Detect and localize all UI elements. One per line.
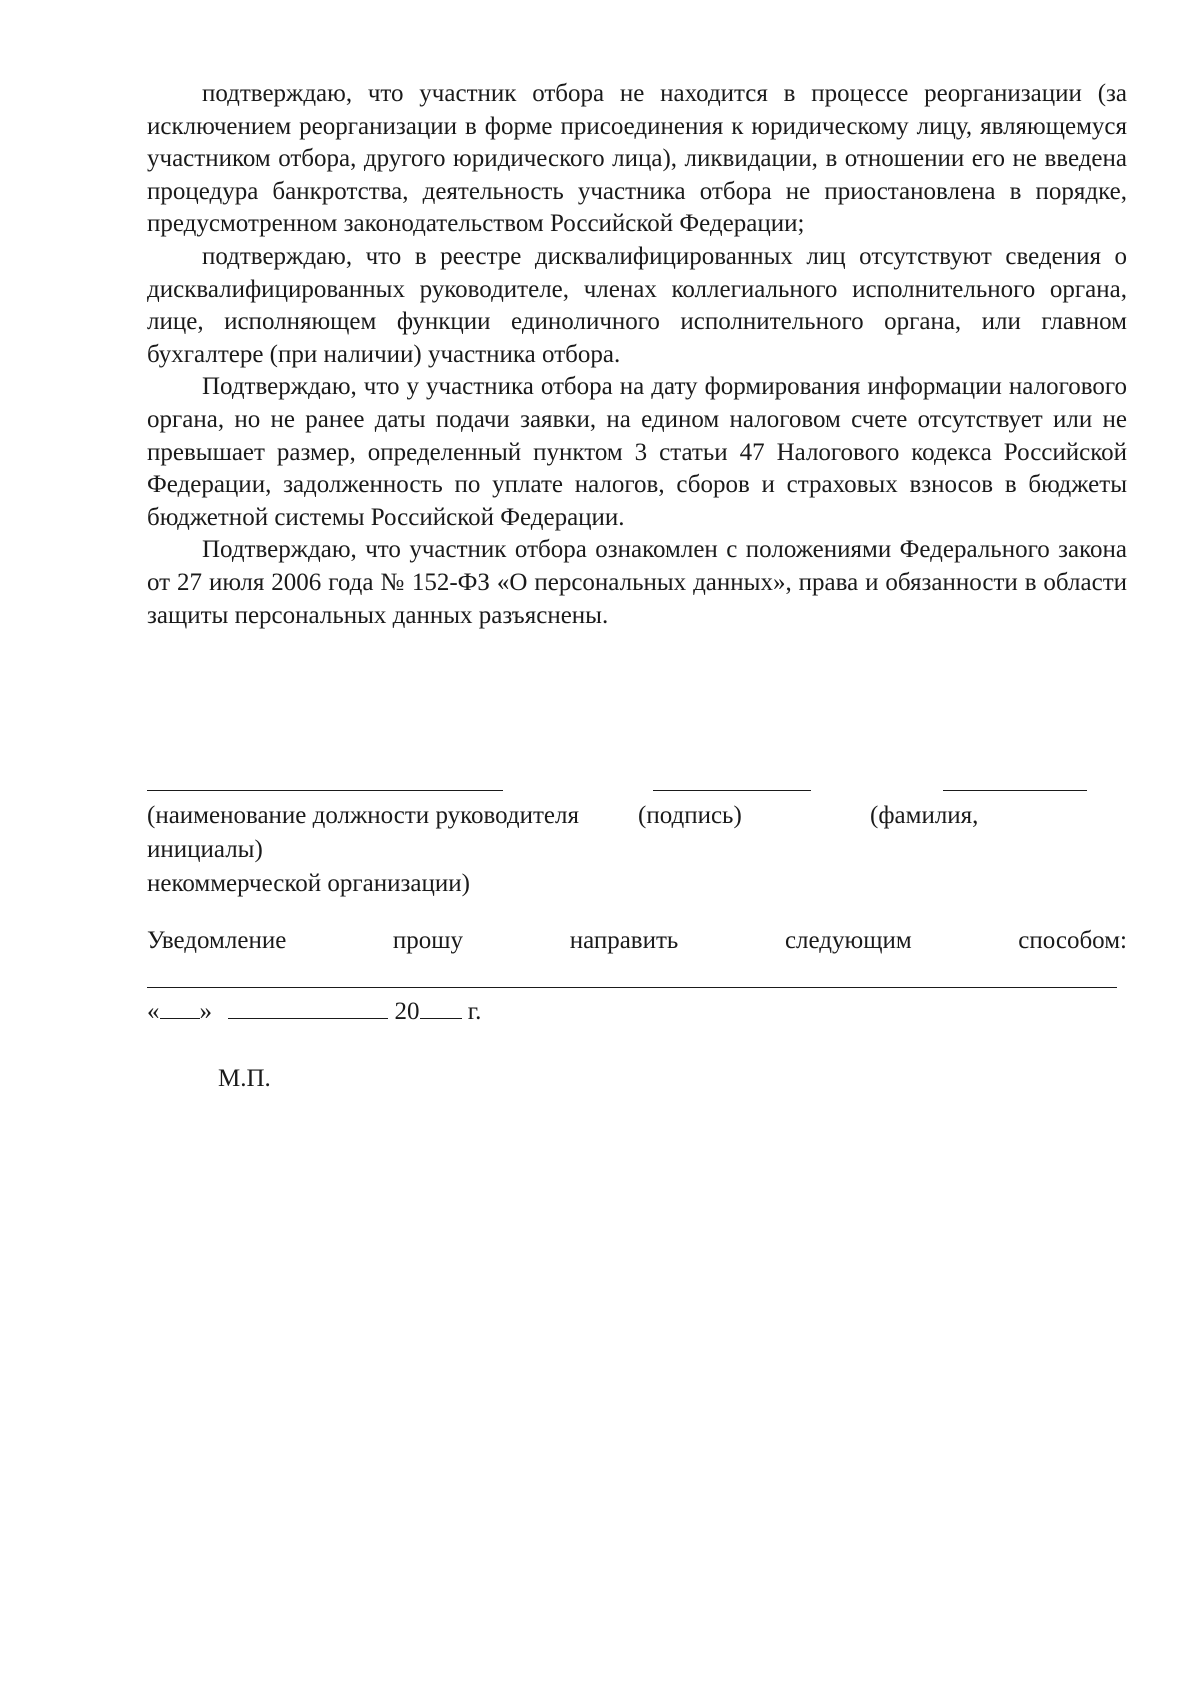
name-caption: (фамилия, [870,802,979,829]
request-word: Уведомление [147,927,287,954]
name-caption-continued: инициалы) [147,836,263,863]
date-close-quote: » [199,998,212,1025]
signature-caption: (подпись) [638,802,742,829]
notification-request [147,925,1127,957]
stamp-place-label: М.П. [218,1065,271,1092]
paragraph-reorganization: подтверждаю, что участник отбора не находится в процессе реорганизации (за исключением реорганизации в форме присоединения к юридическому лицу, являющемуся участником отбора, другого юридического лица), ликвидации, в отношении его не введена процедура банкротства, деятельность участника отбора не приостановлена в порядке, предусмотренном законодательством Российской Федерации; [147,80,1127,238]
notification-method-blank-line [147,987,1117,988]
position-blank-line [147,790,503,791]
day-blank [160,996,200,1019]
year-prefix: 20 [394,998,420,1025]
date-open-quote: « [147,998,160,1025]
month-blank [228,996,388,1019]
signature-lines [0,790,1200,794]
year-blank [420,996,462,1019]
request-word: способом: [1018,927,1127,954]
request-word: направить [569,927,679,954]
name-blank-line [943,790,1087,791]
signature-blank-line [653,790,811,791]
organization-caption: некоммерческой организации) [147,870,470,897]
paragraph-personal-data: Подтверждаю, что участник отбора ознакомлен с положениями Федерального закона от 27 июля 2006 года № 152-ФЗ «О персональных данных», права и обязанности в области защиты персональных данных разъяснены. [147,536,1127,629]
request-word: прошу [392,927,464,954]
year-suffix: г. [467,998,482,1025]
document-body [147,78,1127,632]
paragraph-tax-debt: Подтверждаю, что у участника отбора на дату формирования информации налогового органа, но не ранее даты подачи заявки, на едином налоговом счете отсутствует или не превышает размер, определенный пунктом 3 статьи 47 Налогового кодекса Российской Федерации, задолженность по уплате налогов, сборов и страховых взносов в бюджеты бюджетной системы Российской Федерации. [147,373,1127,531]
date-line [147,996,481,1028]
paragraph-disqualified-persons: подтверждаю, что в реестре дисквалифицированных лиц отсутствуют сведения о дисквалифицированных руководителе, членах коллегиального исполнительного органа, лице, исполняющем функции единоличного исполнительного органа, или главном бухгалтере (при наличии) участника отбора. [147,242,1127,368]
position-caption: (наименование должности руководителя [147,802,579,829]
request-word: следующим [784,927,912,954]
